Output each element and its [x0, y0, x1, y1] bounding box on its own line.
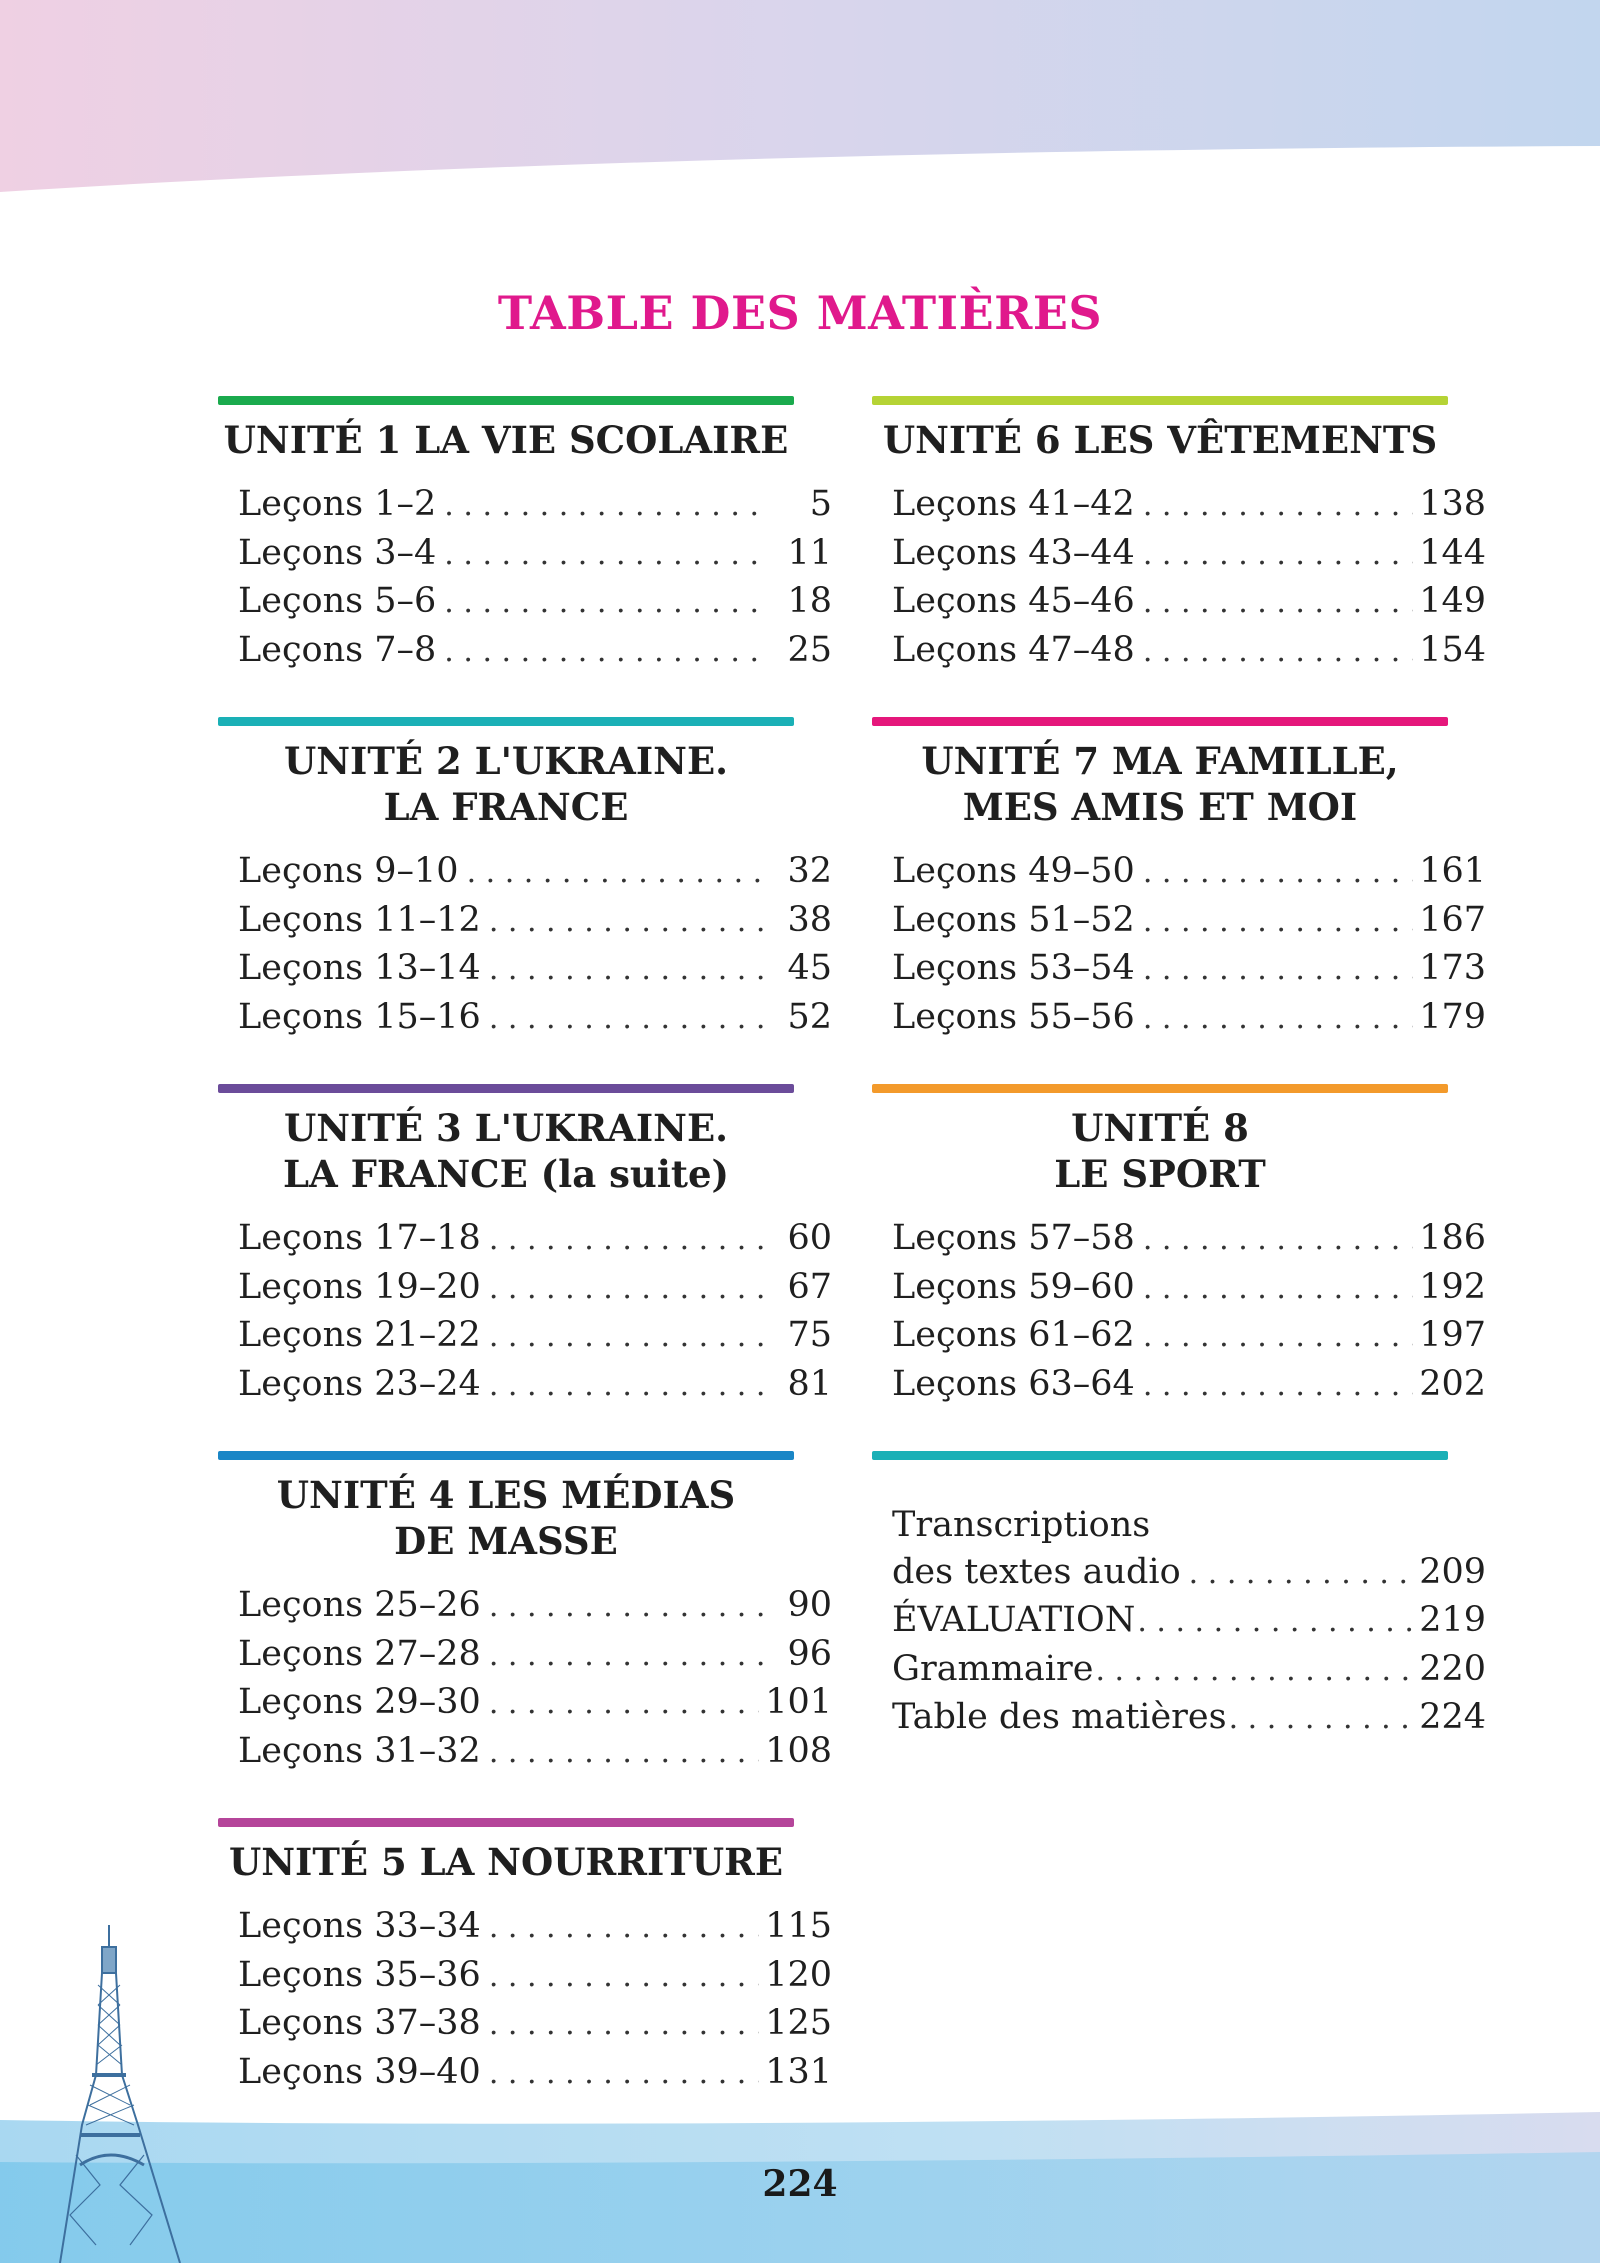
entry-page: 45 [787, 948, 832, 988]
dot-leader [1135, 532, 1413, 579]
dot-leader [1135, 947, 1413, 994]
unit-1-section [218, 396, 832, 675]
unit-heading-line: DE MASSE [394, 1519, 618, 1563]
appendix-list [872, 1502, 1486, 1743]
toc-entry[interactable] [892, 1646, 1486, 1695]
unit-1-heading [218, 417, 794, 463]
unit-7-color-bar [872, 717, 1448, 726]
entry-label: Leçons 19–20 [238, 1266, 481, 1307]
entry-page: 209 [1419, 1551, 1486, 1592]
entry-page: 197 [1419, 1315, 1486, 1355]
entry-page: 144 [1419, 532, 1486, 573]
dot-leader [436, 580, 764, 627]
dot-leader [1135, 899, 1413, 946]
entry-label: Leçons 33–34 [238, 1906, 481, 1946]
entry-label: Leçons 41–42 [892, 484, 1135, 524]
entry-page: 11 [787, 532, 832, 573]
unit-8-heading [872, 1105, 1448, 1197]
entry-label: Leçons 39–40 [238, 2051, 481, 2092]
toc-entry[interactable] [892, 1361, 1486, 1410]
entry-page: 5 [809, 484, 832, 524]
toc-entry[interactable] [892, 1694, 1486, 1743]
toc-entry[interactable] [238, 994, 832, 1043]
entry-page: 101 [765, 1682, 832, 1722]
dot-leader [481, 2002, 759, 2049]
eiffel-tower-illustration [40, 1925, 230, 2263]
toc-right-column [872, 396, 1486, 1785]
entry-page: 52 [787, 996, 832, 1037]
unit-5-heading [218, 1839, 794, 1885]
entry-label: Leçons 57–58 [892, 1218, 1135, 1258]
toc-entry[interactable] [892, 1264, 1486, 1313]
toc-entry[interactable] [892, 945, 1486, 994]
entry-label: Leçons 23–24 [238, 1363, 481, 1404]
appendix-section [872, 1451, 1486, 1743]
toc-entry[interactable] [238, 848, 832, 897]
entry-label: Table des matières [892, 1697, 1227, 1737]
toc-entry[interactable] [892, 1312, 1486, 1361]
toc-entry[interactable] [892, 481, 1486, 530]
entry-page: 179 [1419, 996, 1486, 1037]
dot-leader [1135, 1599, 1419, 1646]
dot-leader [481, 947, 764, 994]
dot-leader [436, 483, 764, 530]
entry-label: Leçons 1–2 [238, 484, 437, 524]
unit-3-heading [218, 1105, 794, 1197]
unit-3-section [218, 1084, 832, 1409]
entry-label: Leçons 63–64 [892, 1363, 1135, 1404]
dot-leader [481, 1633, 764, 1680]
entry-page: 75 [787, 1315, 832, 1355]
toc-entry[interactable] [238, 1903, 832, 1952]
unit-heading-line: UNITÉ 4 LES MÉDIAS [276, 1473, 736, 1517]
entry-label: Leçons 25–26 [238, 1585, 481, 1625]
entry-page: 108 [765, 1730, 832, 1771]
entry-label: Leçons 15–16 [238, 996, 481, 1037]
toc-entry[interactable] [238, 1312, 832, 1361]
toc-entry[interactable] [238, 1631, 832, 1680]
dot-leader [1093, 1648, 1419, 1695]
unit-8-color-bar [872, 1084, 1448, 1093]
entry-page: 154 [1419, 629, 1486, 670]
toc-entry[interactable] [238, 627, 832, 676]
toc-entry[interactable] [238, 481, 832, 530]
dot-leader [1181, 1551, 1414, 1598]
entry-label: Leçons 17–18 [238, 1218, 481, 1258]
toc-entry[interactable] [892, 578, 1486, 627]
entry-label: Leçons 37–38 [238, 2003, 481, 2043]
entry-label: des textes audio [892, 1551, 1181, 1592]
unit-6-color-bar [872, 396, 1448, 405]
toc-entry[interactable] [238, 945, 832, 994]
toc-entry[interactable] [892, 994, 1486, 1043]
unit-6-section [872, 396, 1486, 675]
entry-label: Leçons 47–48 [892, 629, 1135, 670]
entry-label: Leçons 29–30 [238, 1682, 481, 1722]
entry-page: 192 [1419, 1266, 1486, 1307]
unit-4-section [218, 1451, 832, 1776]
unit-heading-line: UNITÉ 7 MA FAMILLE, [921, 739, 1399, 783]
toc-entry[interactable] [238, 2000, 832, 2049]
unit-heading-line: UNITÉ 3 L'UKRAINE. [283, 1106, 729, 1150]
toc-entry[interactable] [892, 897, 1486, 946]
toc-entry[interactable] [238, 897, 832, 946]
dot-leader [481, 1584, 764, 1631]
dot-leader [1135, 996, 1413, 1043]
dot-leader [436, 532, 764, 579]
toc-entry[interactable] [892, 627, 1486, 676]
entry-label: Leçons 11–12 [238, 899, 481, 940]
toc-entry[interactable] [238, 1679, 832, 1728]
entry-label: Leçons 35–36 [238, 1954, 481, 1995]
appendix-color-bar [872, 1451, 1448, 1460]
entry-label: Leçons 31–32 [238, 1730, 481, 1771]
entry-page: 115 [765, 1906, 832, 1946]
unit-2-heading [218, 738, 794, 830]
unit-6-heading [872, 417, 1448, 463]
entry-page: 220 [1419, 1648, 1486, 1689]
unit-heading-line: UNITÉ 6 LES VÊTEMENTS [882, 418, 1438, 462]
unit-4-heading [218, 1472, 794, 1564]
toc-entry[interactable] [238, 1215, 832, 1264]
entry-label: Leçons 55–56 [892, 996, 1135, 1037]
entry-label: Leçons 9–10 [238, 851, 459, 891]
entry-page: 38 [787, 899, 832, 940]
dot-leader [481, 2051, 759, 2098]
entry-page: 60 [787, 1218, 832, 1258]
unit-heading-line: MES AMIS ET MOI [962, 785, 1358, 829]
entry-page: 81 [787, 1363, 832, 1404]
unit-heading-line: LE SPORT [1054, 1152, 1266, 1196]
dot-leader [1135, 1266, 1413, 1313]
toc-entry[interactable] [238, 1582, 832, 1631]
dot-leader [459, 850, 764, 897]
toc-entry[interactable] [238, 530, 832, 579]
dot-leader [481, 1363, 764, 1410]
toc-entry[interactable] [892, 848, 1486, 897]
entry-page: 125 [765, 2003, 832, 2043]
entry-page: 173 [1419, 948, 1486, 988]
dot-leader [1135, 1363, 1413, 1410]
page-title: TABLE DES MATIÈRES [497, 286, 1103, 340]
unit-8-section [872, 1084, 1486, 1409]
entry-page: 120 [765, 1954, 832, 1995]
entry-page: 219 [1419, 1600, 1486, 1640]
dot-leader [1135, 850, 1413, 897]
unit-heading-line: UNITÉ 1 LA VIE SCOLAIRE [223, 418, 789, 462]
dot-leader [481, 1730, 759, 1777]
dot-leader [481, 899, 764, 946]
appendix-line: Transcriptions [892, 1505, 1151, 1545]
unit-5-color-bar [218, 1818, 794, 1827]
entry-page: 131 [765, 2051, 832, 2092]
dot-leader [1135, 629, 1413, 676]
entry-label: Leçons 5–6 [238, 581, 437, 621]
dot-leader [1135, 1314, 1413, 1361]
entry-page: 161 [1419, 851, 1486, 891]
toc-left-column [218, 396, 832, 2139]
dot-leader [481, 1681, 759, 1728]
entry-page: 167 [1419, 899, 1486, 940]
page-number: 224 [762, 2163, 838, 2205]
entry-label: Leçons 59–60 [892, 1266, 1135, 1307]
dot-leader [1135, 1217, 1413, 1264]
toc-entry[interactable] [238, 1728, 832, 1777]
unit-2-color-bar [218, 717, 794, 726]
entry-page: 25 [787, 629, 832, 670]
entry-label: Leçons 3–4 [238, 532, 437, 573]
unit-5-section [218, 1818, 832, 2097]
unit-heading-line: LA FRANCE (la suite) [282, 1152, 730, 1196]
toc-entry[interactable] [238, 1264, 832, 1313]
dot-leader [481, 1217, 764, 1264]
entry-page: 138 [1419, 484, 1486, 524]
entry-page: 202 [1419, 1363, 1486, 1404]
dot-leader [1227, 1696, 1420, 1743]
entry-label: Grammaire [892, 1648, 1094, 1689]
entry-label: Leçons 53–54 [892, 948, 1135, 988]
toc-entry[interactable] [238, 1952, 832, 2001]
entry-page: 96 [787, 1633, 832, 1674]
entry-label: Leçons 13–14 [238, 948, 481, 988]
unit-heading-line: UNITÉ 2 L'UKRAINE. [283, 739, 729, 783]
unit-7-heading [872, 738, 1448, 830]
entry-label: ÉVALUATION [892, 1600, 1136, 1640]
toc-entry[interactable] [892, 530, 1486, 579]
entry-page: 67 [787, 1266, 832, 1307]
unit-heading-line: UNITÉ 8 [1071, 1106, 1249, 1150]
entry-page: 18 [787, 581, 832, 621]
entry-label: Leçons 61–62 [892, 1315, 1135, 1355]
dot-leader [1135, 580, 1413, 627]
entry-label: Leçons 45–46 [892, 581, 1135, 621]
unit-heading-line: LA FRANCE [383, 785, 629, 829]
entry-label: Leçons 51–52 [892, 899, 1135, 940]
toc-entry[interactable] [892, 1215, 1486, 1264]
dot-leader [481, 1905, 759, 1952]
entry-label: Leçons 21–22 [238, 1315, 481, 1355]
dot-leader [481, 996, 764, 1043]
unit-3-color-bar [218, 1084, 794, 1093]
entry-label: Leçons 7–8 [238, 629, 437, 670]
unit-7-section [872, 717, 1486, 1042]
entry-page: 32 [787, 851, 832, 891]
toc-entry[interactable] [238, 578, 832, 627]
dot-leader [436, 629, 764, 676]
dot-leader [481, 1954, 759, 2001]
entry-label: Leçons 27–28 [238, 1633, 481, 1674]
entry-page: 186 [1419, 1218, 1486, 1258]
toc-entry[interactable] [238, 1361, 832, 1410]
toc-entry[interactable] [238, 2049, 832, 2098]
unit-heading-line: UNITÉ 5 LA NOURRITURE [228, 1840, 784, 1884]
dot-leader [481, 1314, 764, 1361]
entry-label: Leçons 49–50 [892, 851, 1135, 891]
entry-page: 149 [1419, 581, 1486, 621]
toc-entry[interactable] [892, 1549, 1486, 1598]
dot-leader [1135, 483, 1413, 530]
toc-entry[interactable] [892, 1597, 1486, 1646]
entry-page: 224 [1419, 1697, 1486, 1737]
unit-1-color-bar [218, 396, 794, 405]
top-gradient-band [0, 0, 1600, 200]
unit-2-section [218, 717, 832, 1042]
entry-page: 90 [787, 1585, 832, 1625]
dot-leader [481, 1266, 764, 1313]
unit-4-color-bar [218, 1451, 794, 1460]
entry-label: Leçons 43–44 [892, 532, 1135, 573]
